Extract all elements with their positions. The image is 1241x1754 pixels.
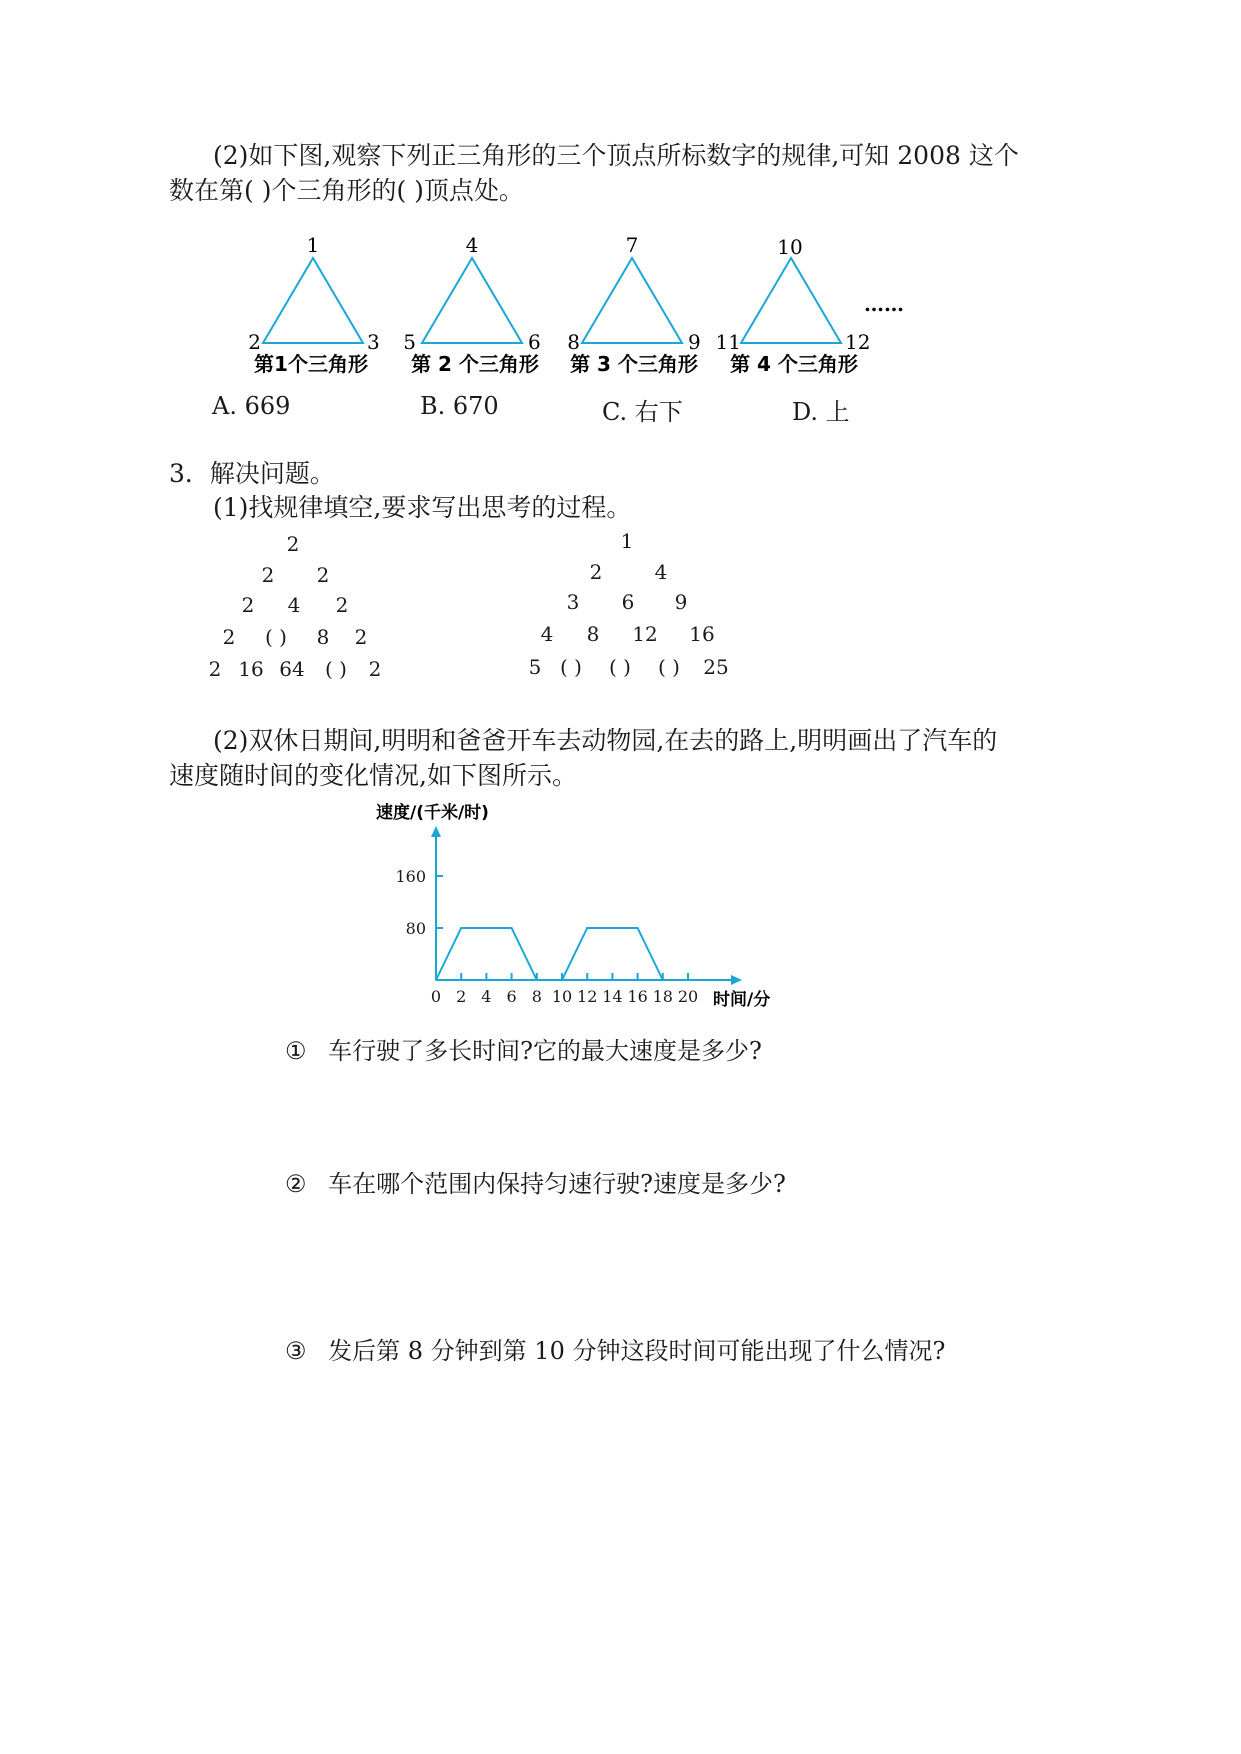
chart-data-point: [460, 927, 462, 929]
pyramid-blank: ( ): [560, 655, 582, 679]
chart-data-point: [511, 927, 513, 929]
chart-data-point: [561, 979, 563, 981]
chart-y-tick-label: 80: [405, 919, 426, 938]
pyramid-number: 4: [540, 622, 554, 646]
triangle-1-right-number: 3: [367, 330, 380, 354]
sub-question-2: [285, 1164, 786, 1199]
pyramid-number: 2: [368, 657, 382, 681]
chart-x-tick-label: 16: [627, 987, 648, 1006]
pyramid-number: 4: [654, 560, 668, 584]
pyramid-number: 2: [241, 593, 255, 617]
chart-x-tick-label: 0: [430, 987, 442, 1006]
triangle-2-label: 第 2 个三角形: [411, 352, 539, 376]
pyramid-number: 6: [621, 590, 635, 614]
pyramid-number: 64: [279, 657, 305, 681]
pyramid-number: 25: [703, 655, 729, 679]
chart-y-axis-arrow: [431, 826, 441, 837]
sub-question-3-text: 发后第 8 分钟到第 10 分钟这段时间可能出现了什么情况?: [328, 1337, 946, 1365]
question-2-line-1: (2)如下图,观察下列正三角形的三个顶点所标数字的规律,可知 2008 这个: [213, 141, 1019, 170]
pyramid-number: 12: [632, 622, 658, 646]
triangle-2: [403, 233, 540, 376]
option-d: D. 上: [792, 398, 850, 426]
question-3-heading: 3．解决问题。: [169, 459, 335, 488]
chart-x-tick-label: 4: [481, 987, 492, 1006]
chart-x-tick-label: 10: [551, 987, 573, 1006]
sequence-ellipsis: ……: [864, 292, 904, 316]
pyramid-number: 2: [316, 563, 330, 587]
triangle-3-left-number: 8: [567, 330, 580, 354]
option-c: C. 右下: [602, 398, 683, 426]
pyramid-number: 9: [674, 590, 688, 614]
pyramid-number: 2: [208, 657, 222, 681]
triangle-sequence-figure: [0, 0, 1241, 420]
pyramid-number: 3: [566, 590, 580, 614]
sub-question-1: [285, 1031, 762, 1066]
triangle-3: [567, 233, 700, 376]
chart-data-point: [586, 927, 588, 929]
triangle-1-top-number: 1: [306, 233, 320, 257]
triangle-2-top-number: 4: [465, 233, 479, 257]
triangle-1: [248, 233, 379, 376]
chart-data-point: [435, 979, 437, 981]
question-3-sub-1: (1)找规律填空,要求写出思考的过程。: [213, 493, 632, 522]
pyramid-number: 2: [261, 563, 275, 587]
triangle-2-right-number: 6: [528, 330, 541, 354]
chart-x-tick-label: 14: [602, 987, 623, 1006]
pyramid-number: 2: [222, 625, 236, 649]
chart-series-speed-line: [436, 928, 663, 980]
question-3-sub-2-line-2: 速度随时间的变化情况,如下图所示。: [169, 761, 577, 790]
pyramid-number: 1: [620, 529, 634, 553]
pyramid-blank: ( ): [325, 657, 347, 681]
pyramid-number: 2: [589, 560, 603, 584]
question-3-sub-2-line-1: (2)双休日期间,明明和爸爸开车去动物园,在去的路上,明明画出了汽车的: [213, 726, 998, 755]
pyramid-number: 8: [316, 625, 330, 649]
chart-y-axis-label: 速度/(千米/时): [376, 803, 489, 823]
triangle-3-right-number: 9: [688, 330, 701, 354]
sub-question-3-mark: ③: [285, 1337, 307, 1365]
pyramid-number: 4: [287, 593, 301, 617]
triangle-4: [716, 235, 871, 376]
chart-x-tick-label: 18: [652, 987, 673, 1006]
triangle-1-label: 第1个三角形: [254, 352, 368, 376]
option-b: B. 670: [420, 392, 499, 420]
chart-x-tick-label: 6: [506, 987, 517, 1006]
chart-data-point: [662, 979, 664, 981]
chart-x-tick-label: 12: [577, 987, 598, 1006]
pyramid-number: 2: [354, 625, 368, 649]
sub-question-1-text: 车行驶了多长时间?它的最大速度是多少?: [328, 1037, 762, 1065]
question-2-line-2: 数在第( )个三角形的( )顶点处。: [169, 176, 524, 205]
sub-question-3: [285, 1331, 945, 1366]
pyramid-blank: ( ): [265, 625, 287, 649]
sub-question-2-text: 车在哪个范围内保持匀速行驶?速度是多少?: [328, 1170, 786, 1198]
pyramid-blank: ( ): [658, 655, 680, 679]
sub-question-1-mark: ①: [285, 1037, 307, 1065]
option-a: A. 669: [212, 392, 291, 420]
triangle-4-label: 第 4 个三角形: [730, 352, 858, 376]
chart-x-tick-label: 8: [531, 987, 542, 1006]
chart-y-tick-label: 160: [395, 867, 426, 886]
sub-question-2-mark: ②: [285, 1170, 307, 1198]
pyramid-number: 2: [286, 532, 300, 556]
chart-x-tick-label: 20: [677, 987, 699, 1006]
chart-x-axis-arrow: [731, 975, 742, 985]
pyramid-number: 16: [238, 657, 264, 681]
chart-x-tick-label: 2: [456, 987, 467, 1006]
pyramid-number: 8: [586, 622, 600, 646]
triangle-3-label: 第 3 个三角形: [570, 352, 698, 376]
triangle-3-top-number: 7: [625, 233, 639, 257]
chart-x-axis-label: 时间/分: [713, 990, 771, 1010]
pyramid-number: 2: [335, 593, 349, 617]
triangle-1-left-number: 2: [248, 330, 261, 354]
triangle-4-left-number: 11: [715, 330, 741, 354]
pyramid-number: 16: [689, 622, 715, 646]
pyramid-blank: ( ): [609, 655, 631, 679]
chart-data-point: [536, 979, 538, 981]
pyramid-number: 5: [528, 655, 542, 679]
triangle-2-left-number: 5: [403, 330, 416, 354]
triangle-4-right-number: 12: [845, 330, 871, 354]
triangle-4-top-number: 10: [777, 235, 803, 259]
chart-data-point: [637, 927, 639, 929]
